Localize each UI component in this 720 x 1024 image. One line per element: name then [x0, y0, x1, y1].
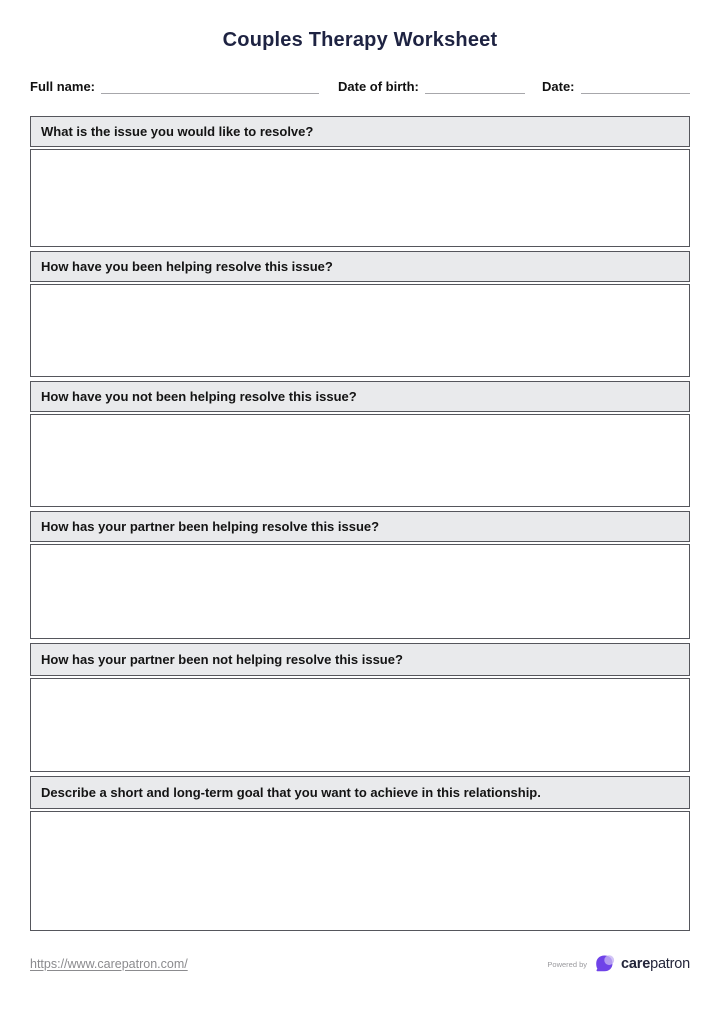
section-you-helping [30, 251, 690, 377]
question-header: What is the issue you would like to resolve? [30, 116, 690, 147]
question-header: How have you been helping resolve this issue? [30, 251, 690, 282]
powered-by-label: Powered by [547, 959, 588, 969]
section-partner-not-helping [30, 643, 690, 772]
question-header: How have you not been helping resolve this issue? [30, 381, 690, 412]
question-header: How has your partner been helping resolve this issue? [30, 511, 690, 542]
section-goals [30, 776, 690, 931]
carepatron-logo-icon [594, 954, 616, 974]
worksheet-page [0, 28, 720, 1024]
date-of-birth-label: Date of birth: [338, 79, 419, 94]
answer-box[interactable] [30, 544, 690, 639]
date-input-line[interactable] [581, 79, 690, 94]
date-of-birth-field [338, 79, 534, 94]
answer-box[interactable] [30, 811, 690, 931]
full-name-field [30, 79, 330, 94]
answer-box[interactable] [30, 678, 690, 772]
carepatron-url-link[interactable]: https://www.carepatron.com/ [30, 957, 188, 971]
full-name-label: Full name: [30, 79, 96, 94]
date-of-birth-input-line[interactable] [425, 79, 525, 94]
answer-box[interactable] [30, 284, 690, 377]
date-label: Date: [542, 79, 575, 94]
full-name-input-line[interactable] [101, 79, 319, 94]
page-title: Couples Therapy Worksheet [222, 29, 498, 51]
answer-box[interactable] [30, 414, 690, 507]
wordmark-patron: patron [650, 956, 690, 972]
section-partner-helping [30, 511, 690, 639]
section-you-not-helping [30, 381, 690, 507]
question-sections [30, 116, 690, 931]
question-header: How has your partner been not helping resolve this issue? [30, 643, 690, 676]
carepatron-brand [547, 954, 690, 974]
section-issue-to-resolve [30, 116, 690, 247]
date-field [542, 79, 690, 94]
footer [30, 954, 690, 974]
question-header: Describe a short and long-term goal that you want to achieve in this relationship. [30, 776, 690, 809]
answer-box[interactable] [30, 149, 690, 247]
wordmark-care: care [621, 956, 651, 972]
carepatron-wordmark [621, 956, 690, 972]
patient-info-row [30, 78, 690, 94]
